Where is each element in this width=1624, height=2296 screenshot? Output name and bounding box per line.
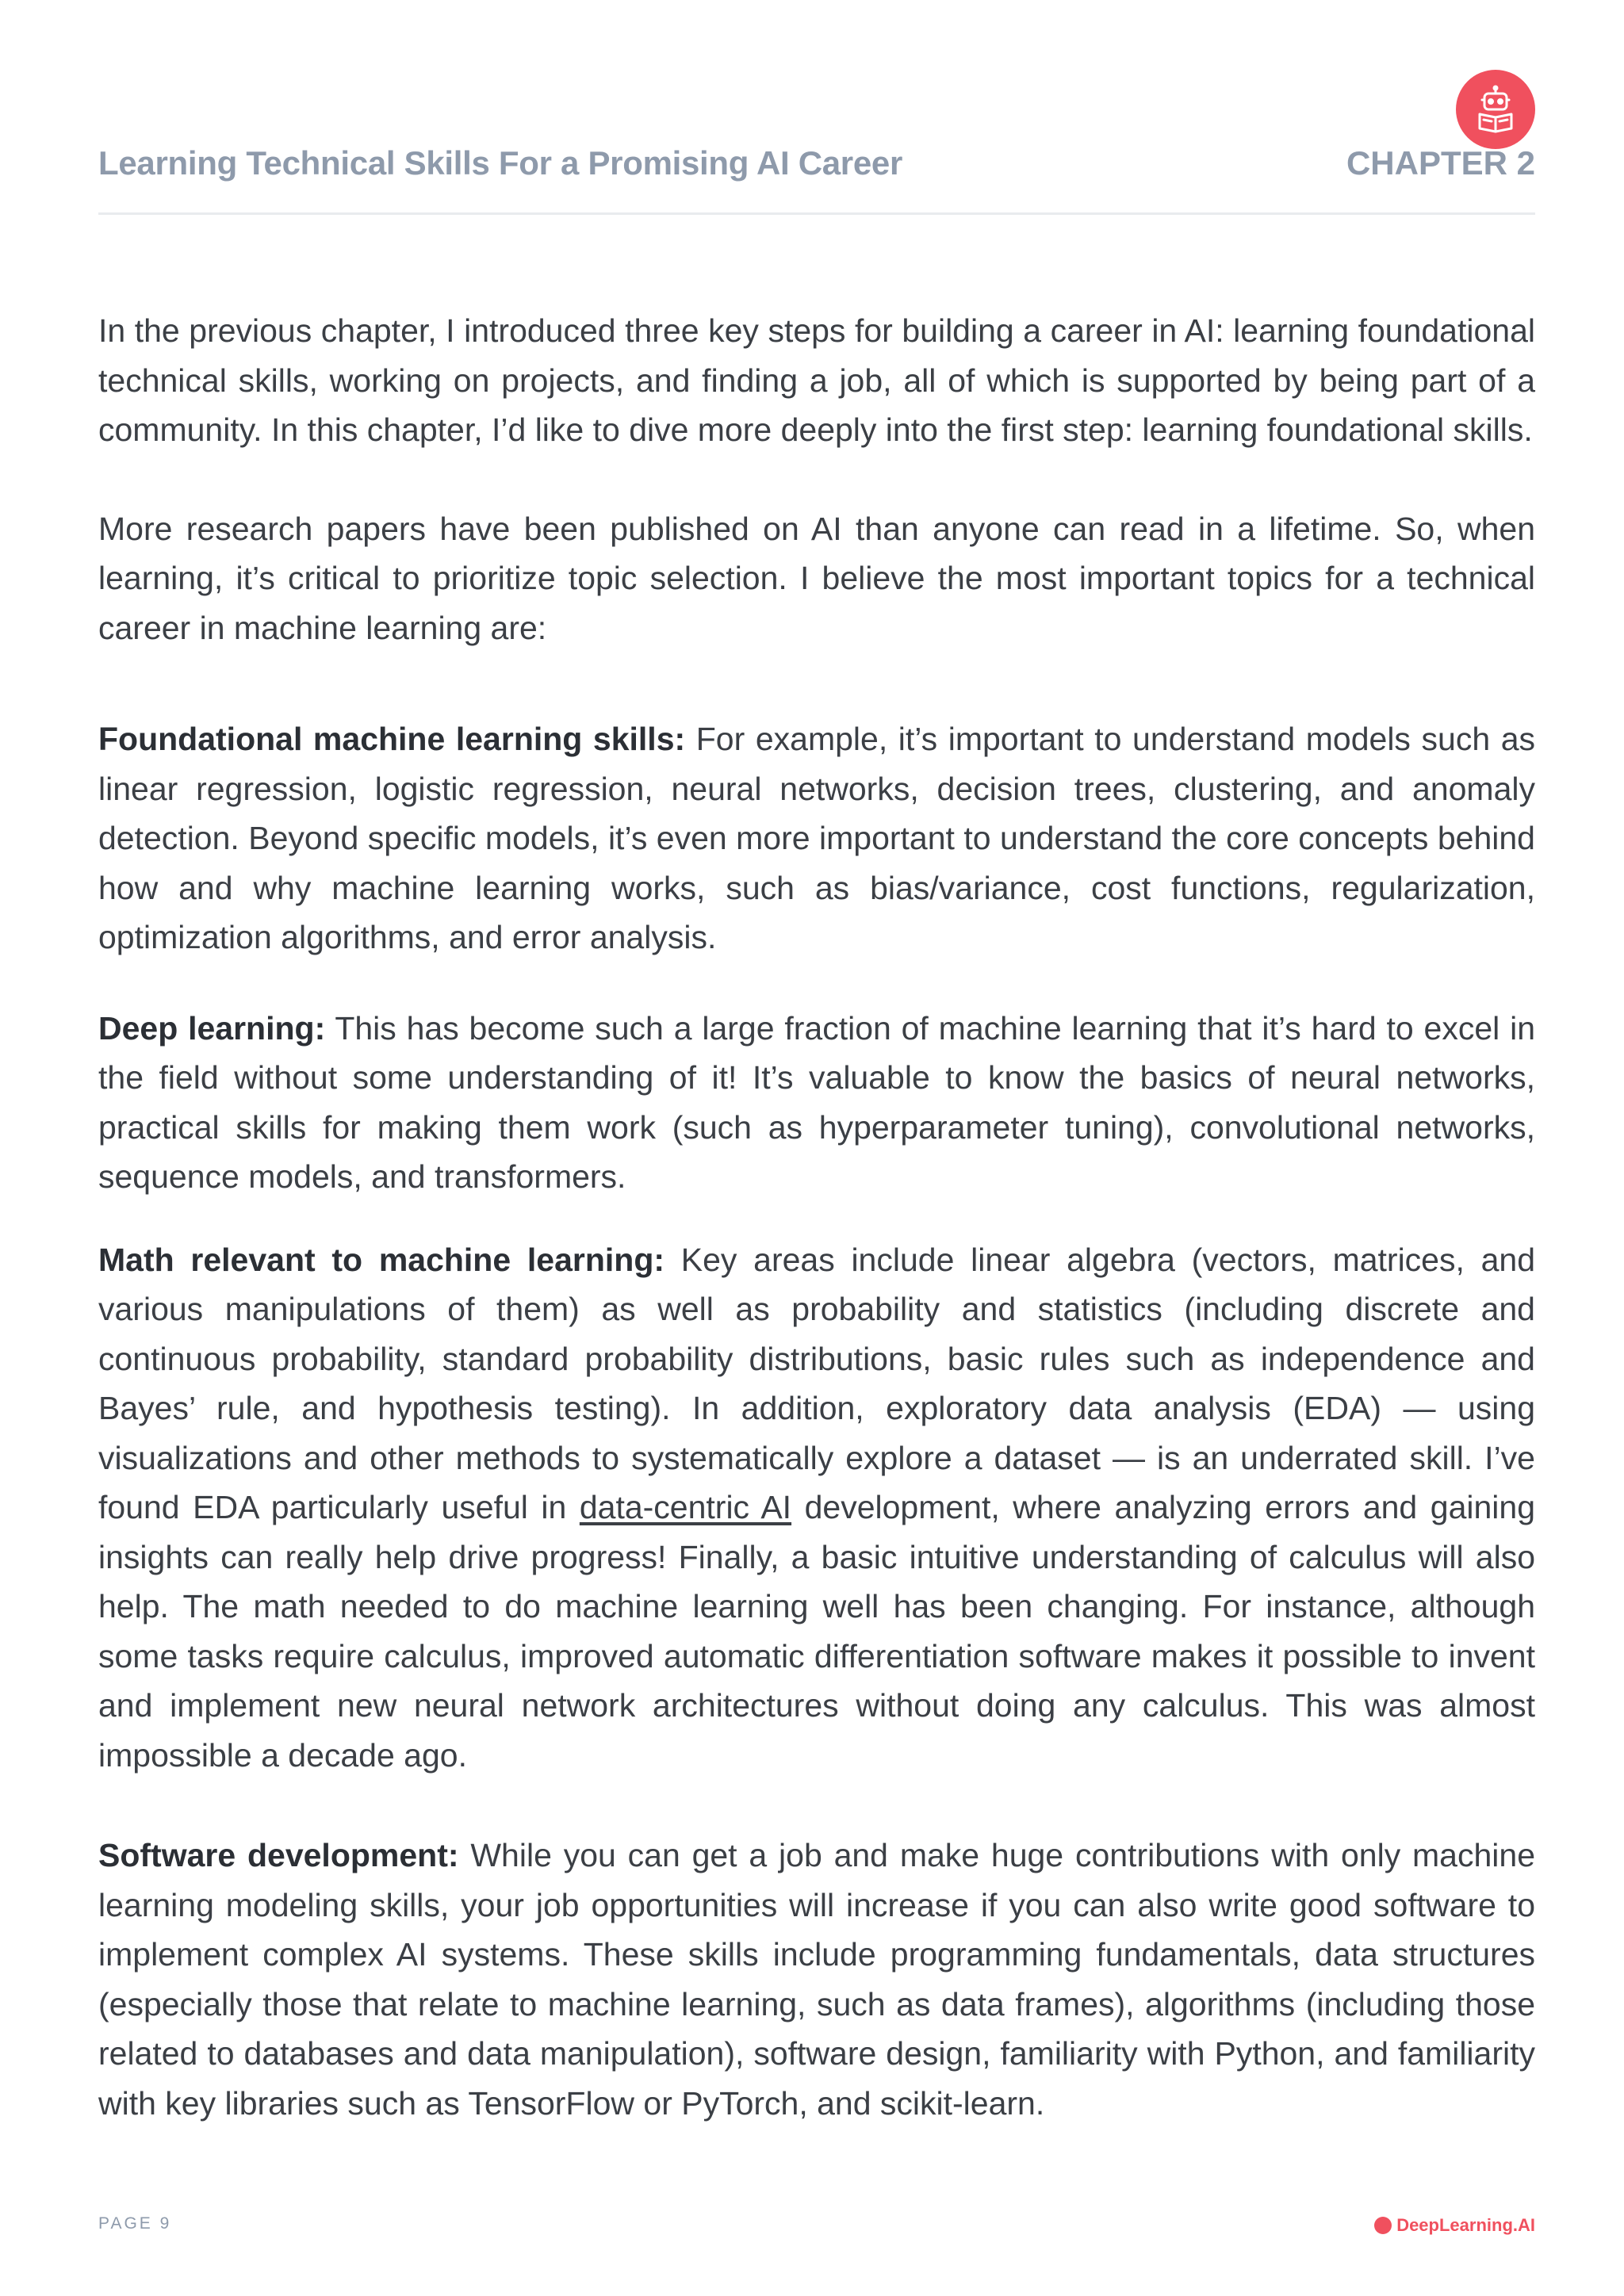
topic-heading: Foundational machine learning skills: [98, 721, 686, 757]
topic-heading: Software development: [98, 1837, 459, 1873]
page-header [98, 0, 1535, 215]
brand-name: DeepLearning.AI [1396, 2215, 1535, 2235]
topic-text: This has become such a large fraction of machine learning that it’s hard to excel in the field without some understanding of it! It’s valuable to know the basics of neural networks, practical skills for making them work (such as hyperparameter tuning), convolutional networks, sequence models, and transformers. [98, 1009, 1535, 1195]
topic-text: development, where analyzing errors and gaining insights can really help drive progress! Finally, a basic intuitive understanding of calculus will also help. The math needed to do machine learning well has been changing. For instance, although some tasks require calculus, improved automatic differentiation software makes it possible to invent and implement new neural network architectures without doing any calculus. This was almost impossible a decade ago. [98, 1489, 1535, 1774]
robot-reading-icon [1456, 70, 1535, 149]
footer-brand [1374, 2215, 1535, 2236]
page-number: PAGE 9 [98, 2214, 172, 2233]
topic-heading: Math relevant to machine learning: [98, 1241, 665, 1278]
chapter-label: CHAPTER 2 [1346, 144, 1535, 182]
header-title: Learning Technical Skills For a Promising AI Career [98, 144, 903, 182]
deeplearning-logo-icon [1374, 2217, 1392, 2234]
page-body [98, 306, 1535, 2128]
topic-text: Key areas include linear algebra (vectors, matrices, and various manipulations of them) as well as probability and statistics (including discrete and continuous probability, standard probability distributions, basic rules such as independence and Bayes’ rule, and hypothesis testing). In addition, exploratory data analysis (EDA) — using visualizations and other methods to systematically explore a dataset — is an underrated skill. I’ve found EDA particularly useful in [98, 1241, 1536, 1525]
topic-software-development [98, 1831, 1535, 2128]
topic-text: While you can get a job and make huge contributions with only machine learning modeling skills, your job opportunities will increase if you can also write good software to implement complex AI systems. These skills include programming fundamentals, data structures (especially those that relate to machine learning, such as data frames), algorithms (including those related to databases and data manipulation), software design, familiarity with Python, and familiarity with key libraries such as TensorFlow or PyTorch, and scikit-learn. [98, 1837, 1535, 2122]
topic-heading: Deep learning: [98, 1009, 326, 1047]
intro-paragraph-2: More research papers have been published on AI than anyone can read in a lifetime. So, when learning, it’s critical to prioritize topic selection. I believe the most important topics for a technical career in machine learning are: [98, 510, 1535, 646]
topic-deep-learning [98, 1004, 1535, 1202]
topic-math [98, 1235, 1535, 1781]
data-centric-ai-link[interactable]: data-centric AI [579, 1489, 792, 1525]
intro-paragraph-1: In the previous chapter, I introduced three key steps for building a career in AI: learning foundational technical skills, working on projects, and finding a job, all of which is supported by being part of a community. In this chapter, I’d like to dive more deeply into the first step: learning foundational skills. [98, 312, 1535, 448]
topic-text: For example, it’s important to understand models such as linear regression, logistic regression, neural networks, decision trees, clustering, and anomaly detection. Beyond specific models, it’s even more important to understand the core concepts behind how and why machine learning works, such as bias/variance, cost functions, regularization, optimization algorithms, and error analysis. [98, 721, 1536, 955]
topic-foundational-ml [98, 714, 1535, 962]
